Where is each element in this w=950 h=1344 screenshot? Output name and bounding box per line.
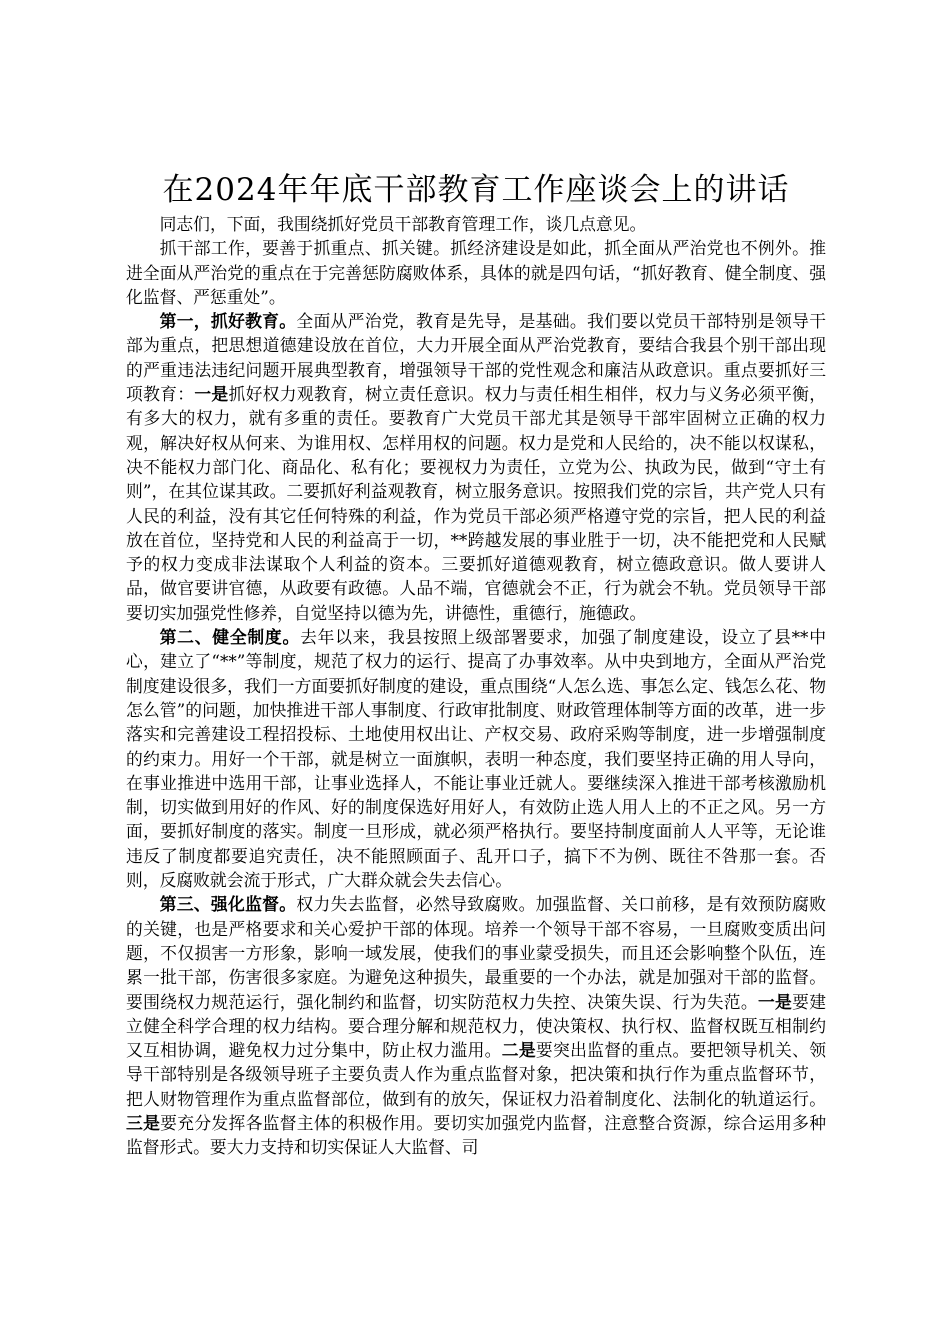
text-run: 抓干部工作，要善于抓重点、抓关键。抓经济建设是如此，抓全面从严治党也不例外。推进全面从严治党的重点在于完善惩防腐败体系，具体的就是四句话，“抓好教育、健全制度、强化监督、严惩重处”。 [126, 238, 826, 307]
body-paragraph [126, 309, 826, 625]
text-run: 要突出监督的重点。要把领导机关、领导干部特别是各级领导班子主要负责人作为重点监督对象，把决策和执行作为重点监督环节，把人财物管理作为重点监督部位，做到有的放矢，保证权力沿着制度化、法制化的轨道运行。 [126, 1040, 826, 1109]
bold-run: 三是 [126, 1112, 161, 1133]
text-run: 要建立健全科学合理的权力结构。要合理分解和规范权力，使决策权、执行权、监督权既互相制约又互相协调，避免权力过分集中，防止权力滥用。 [126, 991, 826, 1061]
bold-run: 二是 [501, 1040, 536, 1061]
body-paragraph [126, 625, 826, 892]
bold-run: 第一，抓好教育。 [159, 311, 297, 332]
body-paragraph [126, 212, 826, 236]
bold-run: 第二、健全制度。 [159, 627, 301, 648]
bold-run: 一是 [757, 991, 793, 1012]
text-run: 去年以来，我县按照上级部署要求，加强了制度建设，设立了县**中心，建立了“**”等制度，规范了权力的运行、提高了办事效率。从中央到地方，全面从严治党制度建设很多，我们一方面要抓好制度的建设，重点围绕“人怎么选、事怎么定、钱怎么花、物怎么管”的问题，加快推进干部人事制度、行政审批制度、财政管理体制等方面的改革，进一步落实和完善建设工程招投标、土地使用权出让、产权交易、政府采购等制度，进一步增强制度的约束力。用好一个干部，就是树立一面旗帜，表明一种态度，我们要坚持正确的用人导向，在事业推进中选用干部，让事业选择人，不能让事业迁就人。要继续深入推进干部考核激励机制，切实做到用好的作风、好的制度保选好用好人，有效防止选人用人上的不正之风。另一方面，要抓好制度的落实。制度一旦形成，就必须严格执行。要坚持制度面前人人平等，无论谁违反了制度都要追究责任，决不能照顾面子、乱开口子，搞下不为例、既往不咎那一套。否则，反腐败就会流于形式，广大群众就会失去信心。 [126, 627, 826, 891]
bold-run: 第三、强化监督。 [159, 894, 297, 915]
bold-run: 一是 [194, 384, 229, 405]
body-paragraph [126, 236, 826, 309]
document-body [126, 212, 826, 1160]
text-run: 要充分发挥各监督主体的积极作用。要切实加强党内监督，注意整合资源，综合运用多种监督形式。要大力支持和切实保证人大监督、司 [126, 1112, 826, 1158]
text-run: 同志们，下面，我围绕抓好党员干部教育管理工作，谈几点意见。 [159, 214, 647, 234]
document-title: 在2024年年底干部教育工作座谈会上的讲话 [162, 172, 790, 208]
text-run: 全面从严治党，教育是先导，是基础。我们要以党员干部特别是领导干部为重点，把思想道德建设放在首位，大力开展全面从严治党教育，要结合我县个别干部出现的严重违法违纪问题开展典型教育，增强领导干部的党性观念和廉洁从政意识。重点要抓好三项教育： [126, 311, 826, 405]
text-run: 抓好权力观教育，树立责任意识。权力与责任相生相伴，权力与义务必须平衡，有多大的权力，就有多重的责任。要教育广大党员干部尤其是领导干部牢固树立正确的权力观，解决好权从何来、为谁用权、怎样用权的问题。权力是党和人民给的，决不能以权谋私，决不能权力部门化、商品化、私有化；要视权力为责任，立党为公、执政为民，做到“守土有则”，在其位谋其政。二要抓好利益观教育，树立服务意识。按照我们党的宗旨，共产党人只有人民的利益，没有其它任何特殊的利益，作为党员干部必须严格遵守党的宗旨，把人民的利益放在首位，坚持党和人民的利益高于一切，**跨越发展的事业胜于一切，决不能把党和人民赋予的权力变成非法谋取个人利益的资本。三要抓好道德观教育，树立德政意识。做人要讲人品，做官要讲官德，从政要有政德。人品不端，官德就会不正，行为就会不轨。党员领导干部要切实加强党性修养，自觉坚持以德为先，讲德性，重德行，施德政。 [126, 384, 826, 623]
text-run: 权力失去监督，必然导致腐败。加强监督、关口前移，是有效预防腐败的关键，也是严格要求和关心爱护干部的体现。培养一个领导干部不容易，一旦腐败变质出问题，不仅损害一方形象，影响一域发展，使我们的事业蒙受损失，而且还会影响整个队伍，连累一批干部，伤害很多家庭。为避免这种损失，最重要的一个办法，就是加强对干部的监督。要围绕权力规范运行，强化制约和监督，切实防范权力失控、决策失误、行为失范。 [126, 894, 826, 1012]
body-paragraph [126, 892, 826, 1159]
